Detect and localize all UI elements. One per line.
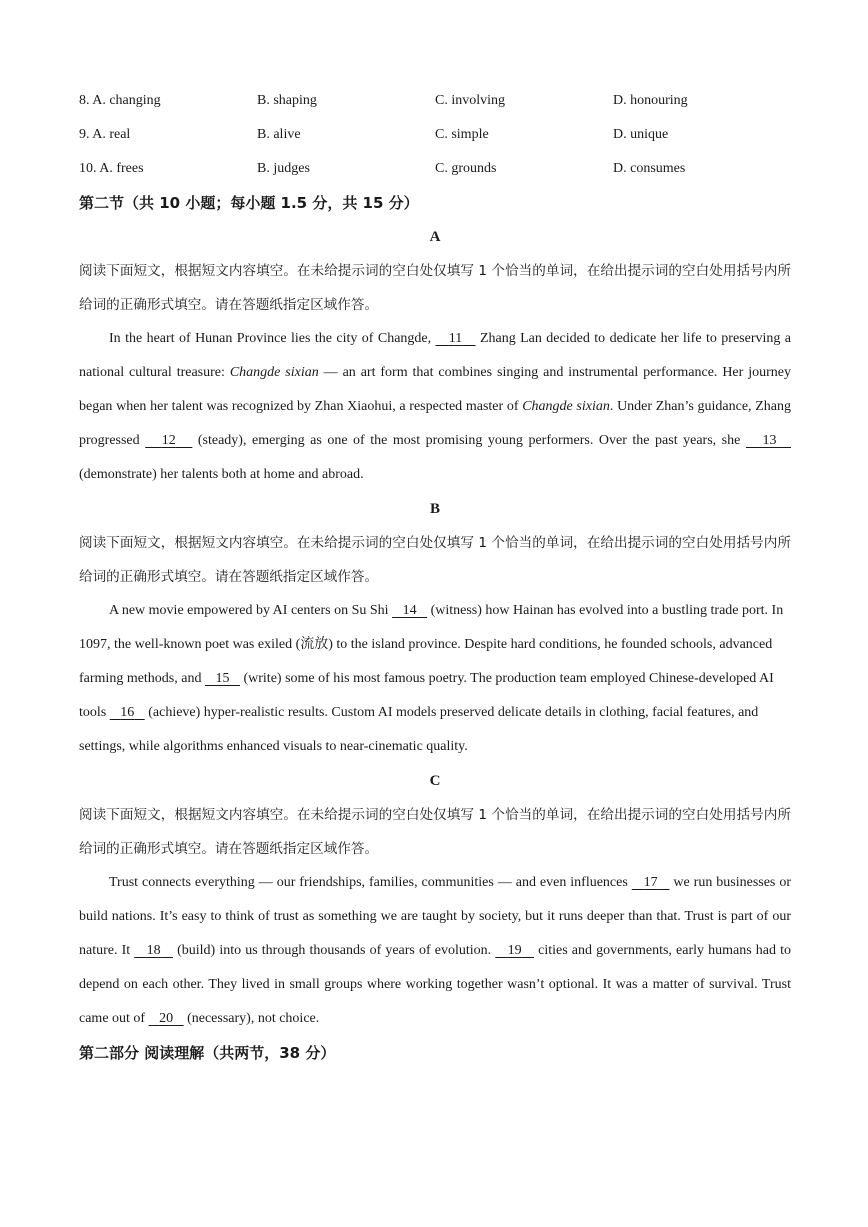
blank-number: 20 bbox=[159, 1011, 174, 1026]
blank-13[interactable] bbox=[746, 433, 791, 448]
part-c-letter: C bbox=[429, 773, 441, 789]
passage-text: In the heart of Hunan Province lies the city of Changde, bbox=[109, 331, 436, 346]
part-a-passage bbox=[79, 322, 791, 492]
option-b: B. judges bbox=[257, 161, 310, 176]
option-a bbox=[79, 161, 257, 177]
option-a-text: A. frees bbox=[99, 161, 144, 176]
blank-number: 17 bbox=[643, 875, 658, 890]
option-c: C. simple bbox=[435, 127, 489, 142]
passage-text: (write) some of his most famous poetry. The production team employed Chinese-developed AI tools bbox=[79, 671, 774, 720]
passage-text: we run businesses or build nations. It’s easy to think of trust as something we are taught by society, but it runs deeper than that. Trust is part of our nature. It bbox=[79, 875, 791, 958]
option-c: C. grounds bbox=[435, 161, 497, 176]
option-a-text: A. real bbox=[92, 127, 131, 142]
blank-11[interactable] bbox=[436, 331, 476, 346]
italic-term: Changde sixian bbox=[229, 365, 319, 380]
option-b: B. alive bbox=[257, 127, 301, 142]
passage-text: — an art form that combines singing and instrumental performance. Her journey began when her talent was recognized by Zhan Xiaohui, a respected master of bbox=[79, 365, 791, 414]
blank-number: 14 bbox=[402, 603, 417, 618]
option-d: D. consumes bbox=[613, 161, 686, 176]
options-row-10 bbox=[79, 152, 791, 186]
option-a-text: A. changing bbox=[92, 93, 161, 108]
options-row-9 bbox=[79, 118, 791, 152]
option-a bbox=[79, 127, 257, 143]
blank-number: 15 bbox=[215, 671, 230, 686]
blank-16[interactable] bbox=[110, 705, 145, 720]
section-2-heading: 第二节（共 10 小题；每小题 1.5 分，共 15 分） bbox=[79, 194, 419, 212]
passage-text: Trust connects everything — our friendships, families, communities — and even influences bbox=[109, 875, 632, 890]
exam-page bbox=[79, 84, 791, 1070]
blank-20[interactable] bbox=[149, 1011, 184, 1026]
part-b-instructions: 阅读下面短文，根据短文内容填空。在未给提示词的空白处仅填写 1 个恰当的单词，在给出提示词的空白处用括号内所给词的正确形式填空。请在答题纸指定区域作答。 bbox=[79, 535, 791, 585]
blank-15[interactable] bbox=[205, 671, 240, 686]
option-d: D. unique bbox=[613, 127, 669, 142]
part-2-heading: 第二部分 阅读理解（共两节，38 分） bbox=[79, 1044, 336, 1062]
part-b-letter: B bbox=[429, 501, 440, 517]
blank-number: 16 bbox=[120, 705, 135, 720]
part-b-passage bbox=[79, 594, 791, 764]
blank-number: 12 bbox=[161, 433, 176, 448]
blank-12[interactable] bbox=[145, 433, 192, 448]
blank-19[interactable] bbox=[495, 943, 534, 958]
blank-number: 13 bbox=[762, 433, 777, 448]
option-c: C. involving bbox=[435, 93, 506, 108]
question-number: 9. bbox=[79, 127, 90, 142]
part-a-instructions: 阅读下面短文，根据短文内容填空。在未给提示词的空白处仅填写 1 个恰当的单词，在给出提示词的空白处用括号内所给词的正确形式填空。请在答题纸指定区域作答。 bbox=[79, 263, 791, 313]
passage-text: (build) into us through thousands of years of evolution. bbox=[172, 943, 496, 958]
blank-14[interactable] bbox=[392, 603, 427, 618]
passage-text: (necessary), not choice. bbox=[183, 1011, 320, 1026]
blank-number: 18 bbox=[146, 943, 161, 958]
part-c-passage bbox=[79, 866, 791, 1036]
passage-text: cities and governments, early humans had to depend on each other. They lived in small groups where working together wasn’t optional. It was a matter of survival. Trust came out of bbox=[79, 943, 792, 1026]
option-a bbox=[79, 93, 257, 109]
blank-number: 19 bbox=[507, 943, 522, 958]
option-d: D. honouring bbox=[613, 93, 688, 108]
part-c-instructions: 阅读下面短文，根据短文内容填空。在未给提示词的空白处仅填写 1 个恰当的单词，在给出提示词的空白处用括号内所给词的正确形式填空。请在答题纸指定区域作答。 bbox=[79, 807, 791, 857]
question-number: 10. bbox=[79, 161, 97, 176]
passage-text: . Under Zhan’s guidance, Zhang progressed bbox=[79, 399, 792, 448]
passage-text: (demonstrate) her talents both at home and abroad. bbox=[79, 467, 364, 482]
blank-18[interactable] bbox=[134, 943, 173, 958]
passage-text: (witness) how Hainan has evolved into a bustling trade port. In 1097, the well-known poet was exiled (流放) to the island province. Despite hard conditions, he founded schools, advanced farming methods, and bbox=[79, 603, 784, 686]
passage-text: A new movie empowered by AI centers on Su Shi bbox=[109, 603, 393, 618]
question-number: 8. bbox=[79, 93, 90, 108]
blank-number: 11 bbox=[448, 331, 463, 346]
option-b: B. shaping bbox=[257, 93, 317, 108]
options-row-8 bbox=[79, 84, 791, 118]
passage-text: Zhang Lan decided to dedicate her life to preserving a national cultural treasure: bbox=[79, 331, 792, 380]
part-a-letter: A bbox=[429, 229, 441, 245]
passage-text: (steady), emerging as one of the most promising young performers. Over the past years, she bbox=[192, 433, 746, 448]
italic-term: Changde sixian bbox=[522, 399, 610, 414]
passage-text: (achieve) hyper-realistic results. Custom AI models preserved delicate details in clothing, facial features, and settings, while algorithms enhanced visuals to near-cinematic quality. bbox=[79, 705, 759, 754]
blank-17[interactable] bbox=[632, 875, 670, 890]
